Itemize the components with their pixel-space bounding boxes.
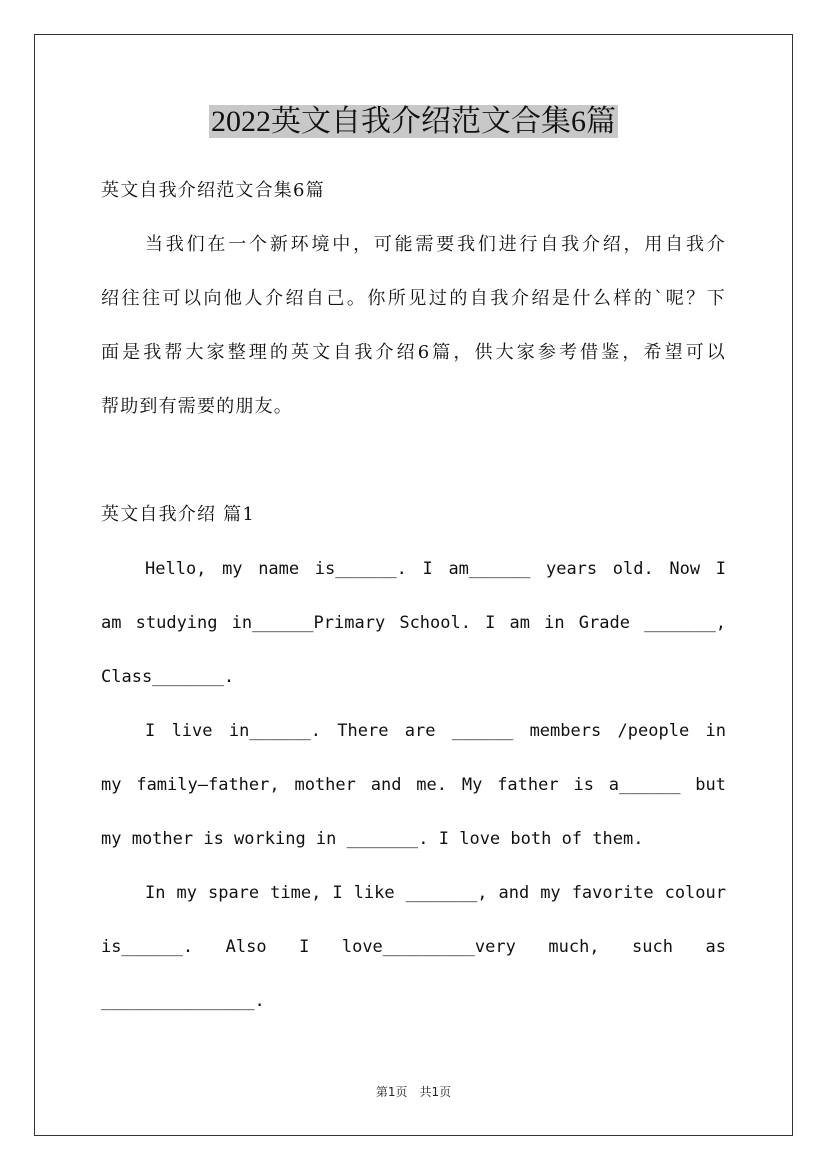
body-line-9: _______________.	[101, 991, 265, 1011]
body-line-3: Class_______.	[101, 667, 235, 687]
paragraph-spacer	[101, 434, 726, 488]
intro-line-1: 当我们在一个新环境中，可能需要我们进行自我介绍，用自我介	[145, 234, 726, 255]
intro-line-2: 绍往往可以向他人介绍自己。你所见过的自我介绍是什么样的`呢？下	[101, 288, 726, 309]
body-line-7: In my spare time, I like _______, and my favorite colour	[145, 883, 726, 903]
body-line-8: is______. Also I love_________very much, such as	[101, 937, 726, 957]
body-line-5: my family—father, mother and me. My father is a______ but	[101, 775, 726, 795]
body-line-6: my mother is working in _______. I love both of them.	[101, 829, 644, 849]
document-subtitle: 英文自我介绍范文合集6篇	[101, 180, 325, 201]
document-title	[0, 100, 827, 144]
page-total: 共1页	[419, 1085, 452, 1099]
intro-line-4: 帮助到有需要的朋友。	[101, 396, 293, 417]
document-body	[101, 164, 726, 1028]
page-number: 第1页	[375, 1085, 408, 1099]
document-title-text: 2022英文自我介绍范文合集6篇	[211, 105, 616, 138]
body-line-2: am studying in______Primary School. I am in Grade _______,	[101, 613, 726, 633]
section-heading: 英文自我介绍 篇1	[101, 504, 255, 525]
body-line-1: Hello, my name is______. I am______ years old. Now I	[145, 559, 726, 579]
page-footer	[0, 1083, 827, 1100]
intro-line-3: 面是我帮大家整理的英文自我介绍6篇，供大家参考借鉴，希望可以	[101, 342, 726, 363]
body-line-4: I live in______. There are ______ members /people in	[145, 721, 726, 741]
